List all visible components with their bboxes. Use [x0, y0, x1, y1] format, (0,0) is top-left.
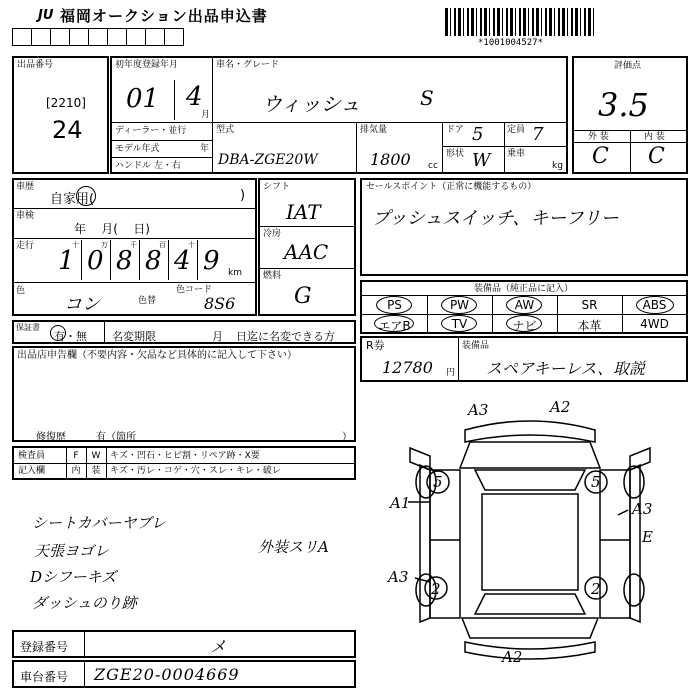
shift-value: IAT — [286, 200, 321, 224]
shaken-value: 年 月( 日) — [74, 222, 150, 236]
inspector-int-1: 内 — [71, 466, 81, 476]
fuel-label: 燃料 — [263, 271, 282, 281]
diagram-mark-a1-left: A1 — [390, 494, 411, 512]
lot-code: [2210] — [46, 96, 86, 110]
mileage-unit-2: 千 — [130, 241, 137, 249]
plate-box — [12, 630, 356, 658]
type-label: 型式 — [216, 125, 235, 135]
mileage-unit-4: 十 — [188, 241, 195, 249]
first-reg-label: 初年度登録年月 — [115, 60, 179, 70]
equip-sr: SR — [581, 298, 598, 312]
evaluation-label: 評価点 — [614, 61, 642, 71]
nonstd-label: 乗車 — [507, 149, 526, 159]
name-change-note: 日迄に名変できる方 — [236, 330, 335, 343]
usage-value: 自家用( — [50, 192, 95, 207]
inspector-fw-f: F — [73, 451, 79, 461]
repair-history-label: 修復歴 — [36, 432, 66, 443]
repair-history-value: 有（箇所 — [96, 432, 136, 443]
equip-pw: PW — [449, 298, 470, 312]
equip-abs: ABS — [642, 298, 667, 312]
mileage-unit-3: 百 — [159, 241, 166, 249]
displacement-label: 排気量 — [360, 125, 388, 135]
accessory-value: スペアキーレス、取説 — [486, 359, 646, 378]
ac-label: 冷房 — [263, 229, 282, 239]
evaluation-box — [572, 56, 688, 174]
usage-circle — [76, 186, 96, 206]
interior-label: 内 装 — [644, 132, 665, 142]
model-year-unit: 年 — [200, 144, 210, 154]
shape-label: 形状 — [446, 149, 465, 159]
circle-abs — [636, 296, 674, 314]
plate-label: 登録番号 — [20, 640, 69, 654]
equip-airbag: エアB — [378, 319, 411, 333]
equip-4wd: 4WD — [640, 317, 669, 331]
form-title: 福岡オークション出品申込書 — [60, 7, 268, 25]
first-reg-unit: 月 — [201, 110, 211, 120]
shift-label: シフト — [263, 182, 291, 192]
evaluation-score: 3.5 — [598, 86, 649, 124]
manual-yes-circle — [50, 325, 66, 341]
diagram-mark-5-right: 5 — [591, 473, 601, 491]
manual-label: 保証書 — [16, 323, 40, 332]
doors-value: 5 — [472, 124, 484, 145]
diagram-mark-a2-front-right: A2 — [550, 398, 571, 416]
car-damage-diagram — [370, 390, 690, 670]
color-label: 色 — [16, 286, 26, 296]
recycle-box — [360, 336, 688, 382]
capacity-value: 7 — [532, 124, 544, 145]
mileage-digit-5: 9 — [203, 246, 220, 276]
circle-tv — [441, 315, 477, 332]
diagram-mark-a2-rear: A2 — [502, 648, 523, 666]
sales-point-label: セールスポイント（正常に機能するもの） — [366, 182, 537, 192]
first-reg-month: 4 — [186, 82, 203, 112]
mileage-digit-2: 8 — [116, 246, 133, 276]
recycle-label: R券 — [366, 339, 385, 352]
barcode — [445, 8, 595, 36]
plate-value: メ — [210, 637, 227, 656]
note-line-1: シートカバーヤブレ — [32, 514, 166, 532]
note-line-3: Dシフーキズ — [30, 568, 117, 586]
repair-history-close: ） — [342, 432, 352, 443]
diagram-mark-a3-right: A3 — [632, 500, 653, 518]
top-box-row — [12, 28, 184, 46]
color-change-label: 色替 — [138, 296, 157, 306]
inspector-label-1: 検査員 — [18, 451, 46, 461]
circle-navi — [506, 315, 542, 332]
diagram-mark-e-right: E — [642, 528, 653, 546]
inspector-box — [12, 446, 356, 480]
barcode-number: *1001004527* — [478, 38, 544, 48]
remarks-box — [12, 346, 356, 442]
vehicle-grade: S — [420, 86, 434, 110]
vehicle-name: ウィッシュ — [262, 92, 361, 116]
equip-leather: 本革 — [577, 319, 602, 333]
equip-ps: PS — [387, 298, 402, 312]
first-reg-year: 01 — [126, 84, 160, 114]
circle-airbag — [374, 315, 414, 332]
shape-value: W — [472, 150, 491, 171]
fuel-value: G — [294, 284, 312, 309]
manual-box — [12, 320, 356, 344]
diagram-mark-5-left: 5 — [433, 473, 443, 491]
shaken-label: 車検 — [16, 211, 35, 221]
equip-aw: AW — [514, 298, 535, 312]
diagram-mark-2-right: 2 — [591, 580, 601, 598]
mileage-unit-1: 万 — [101, 241, 108, 249]
color-code-label: 色コード — [176, 285, 213, 295]
manual-value: 有・無 — [54, 330, 87, 343]
usage-label: 車歴 — [16, 182, 35, 192]
logo: JU — [38, 8, 54, 23]
dealer-import-label: ディーラー・並行 — [115, 126, 187, 136]
mileage-digit-0: 1 — [58, 246, 75, 276]
displacement-value: 1800 — [370, 150, 411, 169]
circle-pw — [441, 296, 477, 314]
name-change-month: 月 — [212, 330, 223, 343]
inspector-int-2: 装 — [91, 466, 101, 476]
exterior-label: 外 装 — [588, 132, 609, 142]
sales-point-box — [360, 178, 688, 276]
capacity-label: 定員 — [507, 125, 526, 135]
displacement-unit: cc — [428, 161, 438, 171]
diagram-mark-a3-rear-left: A3 — [388, 568, 409, 586]
diagram-mark-2-left: 2 — [431, 580, 441, 598]
circle-ps — [376, 296, 412, 314]
mileage-digit-3: 8 — [145, 246, 162, 276]
equipment-label: 装備品（純正品に記入） — [474, 284, 574, 294]
recycle-value: 12780 — [382, 358, 433, 377]
note-line-2: 天張ヨゴレ — [34, 542, 110, 560]
mileage-unit-0: 十 — [72, 241, 79, 249]
vehicle-name-label: 車名・グレード — [216, 60, 280, 70]
inspector-fw-w: W — [91, 451, 101, 461]
transmission-box — [258, 178, 356, 316]
ac-value: AAC — [284, 240, 329, 264]
color-code-value: 8S6 — [204, 294, 236, 313]
inspector-exterior-codes: キズ・凹石・ヒビ割・リペア跡・X要 — [110, 451, 260, 461]
doors-label: ドア — [446, 125, 464, 135]
model-year-label: モデル年式 — [115, 144, 160, 154]
mileage-label: 走行 — [16, 241, 35, 251]
name-change-label: 名変期限 — [112, 330, 156, 343]
vehicle-box — [110, 56, 568, 174]
exterior-grade: C — [592, 144, 609, 169]
mileage-digit-1: 0 — [87, 246, 104, 276]
chassis-label: 車台番号 — [20, 670, 69, 684]
remarks-label: 出品店申告欄（不要内容・欠品など具体的に記入して下さい） — [17, 350, 297, 361]
recycle-unit: 円 — [446, 368, 456, 378]
sales-point-value: プッシュスイッチ、キーフリー — [372, 208, 619, 229]
equipment-box — [360, 280, 688, 334]
mileage-km: km — [228, 268, 242, 278]
type-value: DBA-ZGE20W — [218, 152, 318, 168]
chassis-value: ZGE20-0004669 — [94, 665, 240, 684]
mileage-digit-4: 4 — [174, 246, 191, 276]
equip-tv: TV — [451, 317, 468, 331]
kg-label: kg — [552, 161, 563, 171]
inspection-box — [12, 178, 257, 316]
color-value: コン — [64, 294, 100, 315]
inspector-interior-codes: キズ・汚レ・コゲ・穴・スレ・キレ・破レ — [110, 466, 281, 476]
interior-grade: C — [648, 144, 665, 169]
note-line-4: ダッシュのり跡 — [32, 594, 137, 612]
lot-box — [12, 56, 109, 174]
usage-close: ) — [240, 188, 246, 203]
diagram-mark-a3-front-left: A3 — [468, 401, 489, 419]
inspector-label-2: 記入欄 — [18, 466, 46, 476]
accessory-label: 装備品 — [462, 341, 490, 351]
circle-aw — [506, 296, 542, 314]
handle-label: ハンドル 左・右 — [115, 161, 181, 171]
mileage-grid — [52, 240, 226, 280]
lot-label: 出品番号 — [17, 60, 54, 70]
lot-number: 24 — [52, 116, 83, 144]
chassis-box — [12, 660, 356, 688]
side-note: 外装スリA — [258, 538, 329, 556]
equip-navi: ナビ — [512, 319, 537, 333]
